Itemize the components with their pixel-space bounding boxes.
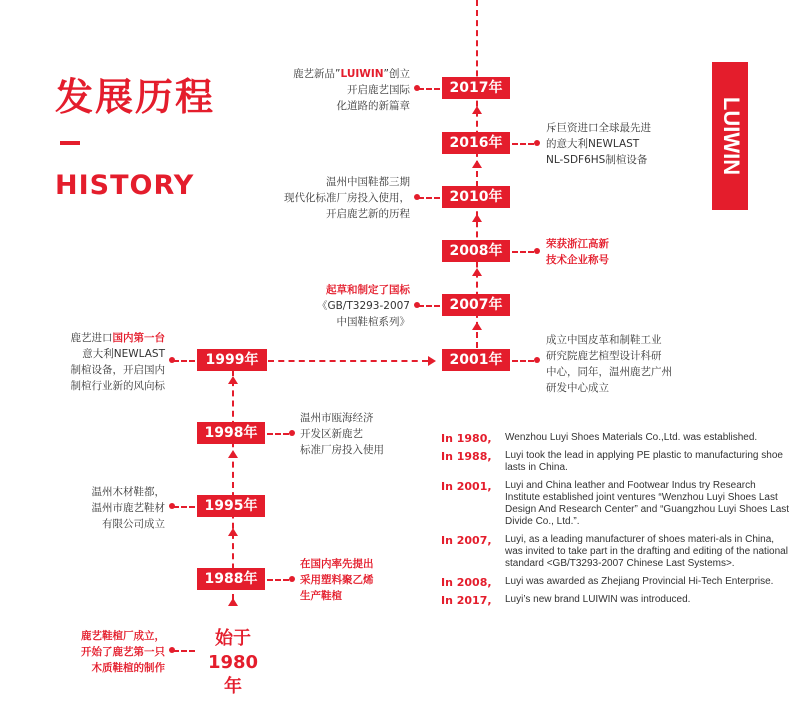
event-2001: 成立中国皮革和制鞋工业 研究院鹿艺楦型设计科研 中心，同年，温州鹿艺广州 研发中心成立: [546, 334, 672, 394]
event-1999: 鹿艺进口国内第一台 意大利NEWLAST 制楦设备，开启国内 制楦行业新的风向标: [70, 332, 165, 392]
en-year: In 2017,: [441, 594, 492, 607]
connector-dot: [289, 430, 295, 436]
title-divider: [60, 141, 80, 145]
connector-1988: [267, 579, 289, 581]
arrow-up-icon: [228, 450, 238, 458]
event-2010: 温州中国鞋都三期 现代化标准厂房投入使用， 开启鹿艺新的历程: [284, 176, 410, 220]
year-badge-2016: 2016年: [442, 132, 510, 154]
year-badge-1995: 1995年: [197, 495, 265, 517]
connector-2008: [512, 251, 534, 253]
arrow-up-icon: [472, 214, 482, 222]
list-item: [441, 480, 791, 528]
year-badge-2001: 2001年: [442, 349, 510, 371]
luiwin-logo-mark: [712, 62, 748, 210]
list-item: [441, 534, 791, 570]
connector-2001: [512, 360, 534, 362]
arrow-up-icon: [472, 106, 482, 114]
logo-text: LUIWIN: [719, 96, 745, 176]
en-text: Luyi was awarded as Zhejiang Provincial Hi-Tech Enterprise.: [505, 576, 774, 587]
event-2007: 起草和制定了国标 《GB/T3293-2007 中国鞋楦系列》: [316, 284, 410, 328]
connector-dot: [169, 503, 175, 509]
arrow-up-icon: [228, 376, 238, 384]
en-text: Luyi’s new brand LUIWIN was introduced.: [505, 594, 691, 605]
arrow-up-icon: [472, 268, 482, 276]
connector-dot: [534, 140, 540, 146]
arrow-right-icon: [428, 356, 436, 366]
year-badge-1988: 1988年: [197, 568, 265, 590]
list-item: [441, 450, 791, 474]
connector-1999: [173, 360, 195, 362]
connector-1995: [173, 506, 195, 508]
luiwin-logo: [712, 62, 748, 210]
en-year: In 1988,: [441, 450, 492, 463]
connector-dot: [414, 194, 420, 200]
en-text: Luyi and China leather and Footwear Indus try Research Institute established joint ventures “Wenzhou Luyi Shoes Last Design And Research Center” and “Guangzhou Luyi Shoes Last Divide Co., Ltd.”.: [505, 480, 790, 527]
en-text: Wenzhou Luyi Shoes Materials Co.,Ltd. was established.: [505, 432, 758, 443]
en-year: In 2008,: [441, 576, 492, 589]
year-badge-2008: 2008年: [442, 240, 510, 262]
event-2016: 斥巨资进口全球最先进 的意大利NEWLAST NL-SDF6HS制楦设备: [546, 122, 651, 166]
en-year: In 1980,: [441, 432, 492, 445]
connector-dot: [534, 248, 540, 254]
en-year: In 2007,: [441, 534, 492, 547]
connector-dot: [169, 357, 175, 363]
connector-1998: [267, 433, 289, 435]
list-item: [441, 594, 791, 606]
connector-2016: [512, 143, 534, 145]
en-year: In 2001,: [441, 480, 492, 493]
connector-1999-2001: [268, 360, 428, 362]
page-title-en: HISTORY: [55, 170, 195, 201]
event-1995: 温州木材鞋都， 温州市鹿艺鞋材 有限公司成立: [91, 486, 165, 530]
event-2017: 鹿艺新品”LUIWIN”创立 开启鹿艺国际 化道路的新篇章: [293, 68, 410, 112]
arrow-up-icon: [472, 322, 482, 330]
event-1980: 鹿艺鞋楦厂成立， 开始了鹿艺第一只 木质鞋楦的制作: [81, 630, 165, 674]
connector-2017: [418, 88, 440, 90]
arrow-up-icon: [472, 160, 482, 168]
english-history-list: [441, 432, 791, 612]
event-2008: 荣获浙江高新 技术企业称号: [546, 238, 609, 266]
connector-2010: [418, 197, 440, 199]
connector-1980: [173, 650, 195, 652]
connector-2007: [418, 305, 440, 307]
event-1988: 在国内率先提出 采用塑料聚乙烯 生产鞋楦: [300, 558, 374, 602]
connector-dot: [289, 576, 295, 582]
year-badge-1998: 1998年: [197, 422, 265, 444]
list-item: [441, 432, 791, 444]
list-item: [441, 576, 791, 588]
event-1998: 温州市瓯海经济 开发区新鹿艺 标准厂房投入使用: [300, 412, 384, 456]
en-text: Luyi took the lead in applying PE plastic to manufacturing shoe lasts in China.: [505, 450, 783, 473]
connector-dot: [414, 302, 420, 308]
year-badge-2010: 2010年: [442, 186, 510, 208]
timeline-left-axis: [232, 370, 234, 600]
en-text: Luyi, as a leading manufacturer of shoes materi-als in China, was invited to take part in the drafting and editing of the national standard <GB/T3293-2007 Chinese Last Systems>.: [505, 534, 788, 569]
year-badge-2017: 2017年: [442, 77, 510, 99]
connector-dot: [169, 647, 175, 653]
arrow-up-icon: [228, 598, 238, 606]
year-badge-1999: 1999年: [197, 349, 267, 371]
connector-dot: [534, 357, 540, 363]
connector-dot: [414, 85, 420, 91]
origin-1980-label: 始于 1980年: [207, 628, 259, 697]
arrow-up-icon: [228, 528, 238, 536]
year-badge-2007: 2007年: [442, 294, 510, 316]
page-title-cn: 发展历程: [55, 75, 216, 119]
